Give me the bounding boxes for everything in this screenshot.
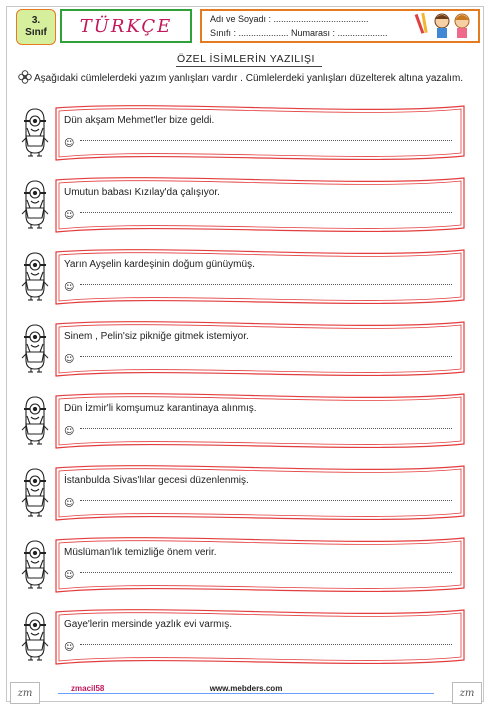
logo-right: zm xyxy=(452,682,482,704)
exercise-row xyxy=(0,246,492,308)
sentence-text: Dün akşam Mehmet'ler bize geldi. xyxy=(64,115,215,126)
sentence-text: Umutun babası Kızılay'da çalışıyor. xyxy=(64,187,220,198)
wavy-answer-frame xyxy=(52,606,468,668)
answer-line[interactable] xyxy=(80,428,452,429)
title-underline xyxy=(176,66,322,67)
exercise-row xyxy=(0,462,492,524)
sentence-text: Gaye'lerin mersinde yazlık evi varmış. xyxy=(64,619,233,630)
sentence-text: İstanbulda Sivas'lılar gecesi düzenlenmiş. xyxy=(64,475,249,486)
smiley-icon: ☺ xyxy=(64,642,75,653)
footer-code: zmacil58 xyxy=(68,684,107,693)
exercise-row xyxy=(0,102,492,164)
exercise-row xyxy=(0,318,492,380)
answer-line[interactable] xyxy=(80,644,452,645)
answer-line[interactable] xyxy=(80,572,452,573)
answer-line[interactable] xyxy=(80,284,452,285)
website-link[interactable]: www.mebders.com xyxy=(206,684,287,693)
answer-line[interactable] xyxy=(80,212,452,213)
sentence-text: Sinem , Pelin'siz pikniğe gitmek istemiyor. xyxy=(64,331,249,342)
wavy-answer-frame xyxy=(52,246,468,308)
grade-badge xyxy=(16,9,56,45)
exercise-row xyxy=(0,534,492,596)
minion-icon xyxy=(20,466,50,518)
minion-icon xyxy=(20,394,50,446)
answer-line[interactable] xyxy=(80,140,452,141)
footer-line xyxy=(58,693,434,694)
wavy-answer-frame xyxy=(52,318,468,380)
instruction-text: Aşağıdaki cümlelerdeki yazım yanlışları vardır . Cümlelerdeki yanlışları düzelterek altına yazalım. xyxy=(34,73,464,84)
exercise-row xyxy=(0,174,492,236)
wavy-answer-frame xyxy=(52,390,468,452)
minion-icon xyxy=(20,178,50,230)
sentence-text: Müslüman'lık temizliğe önem verir. xyxy=(64,547,217,558)
smiley-icon: ☺ xyxy=(64,570,75,581)
sentence-text: Dün İzmir'li komşumuz karantinaya alınmış. xyxy=(64,403,257,414)
smiley-icon: ☺ xyxy=(64,498,75,509)
sentence-text: Yarın Ayşelin kardeşinin doğum günüymüş. xyxy=(64,259,255,270)
smiley-icon: ☺ xyxy=(64,426,75,437)
name-field[interactable]: Adı ve Soyadı : ...................................... xyxy=(210,14,369,24)
footer xyxy=(8,680,484,704)
subject-box xyxy=(60,9,192,43)
grade-label: Sınıf xyxy=(25,27,47,38)
smiley-icon: ☺ xyxy=(64,210,75,221)
wavy-answer-frame xyxy=(52,534,468,596)
children-illustration-icon xyxy=(410,10,478,40)
grade-number: 3. xyxy=(31,15,41,26)
class-number-field[interactable]: Sınıfı : .................... Numarası : .................... xyxy=(210,28,388,38)
answer-line[interactable] xyxy=(80,356,452,357)
answer-line[interactable] xyxy=(80,500,452,501)
wavy-answer-frame xyxy=(52,102,468,164)
wavy-answer-frame xyxy=(52,174,468,236)
minion-icon xyxy=(20,610,50,662)
flower-icon xyxy=(18,70,32,84)
logo-left: zm xyxy=(10,682,40,704)
minion-icon xyxy=(20,538,50,590)
exercise-row xyxy=(0,390,492,452)
smiley-icon: ☺ xyxy=(64,282,75,293)
smiley-icon: ☺ xyxy=(64,354,75,365)
minion-icon xyxy=(20,106,50,158)
minion-icon xyxy=(20,250,50,302)
minion-icon xyxy=(20,322,50,374)
worksheet-title: ÖZEL İSİMLERİN YAZILIŞI xyxy=(177,53,315,65)
subject-title: TÜRKÇE xyxy=(79,15,173,37)
exercise-row xyxy=(0,606,492,668)
wavy-answer-frame xyxy=(52,462,468,524)
smiley-icon: ☺ xyxy=(64,138,75,149)
